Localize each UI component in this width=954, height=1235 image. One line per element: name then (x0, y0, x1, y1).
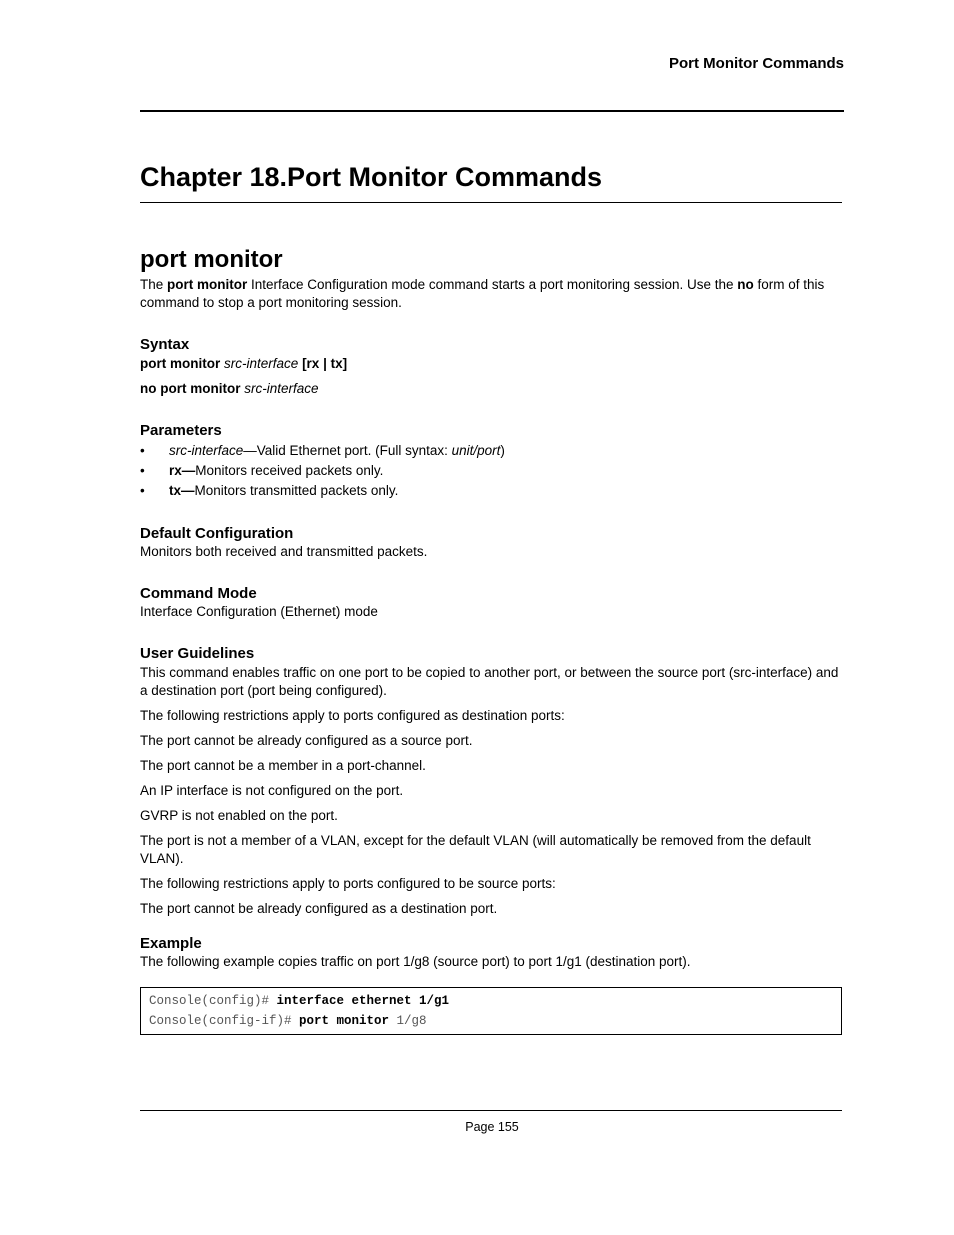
syntax-options: [rx | tx] (302, 356, 348, 371)
running-header: Port Monitor Commands (669, 55, 844, 72)
param-term: tx— (169, 483, 195, 498)
intro-text: form of this command to stop a port monitoring session. (140, 277, 825, 310)
bullet-icon: • (140, 443, 145, 458)
syntax-section (140, 335, 844, 398)
parameters-heading: Parameters (140, 422, 222, 439)
guideline-paragraph: GVRP is not enabled on the port. (140, 808, 338, 823)
code-prompt: Console(config)# (149, 994, 277, 1008)
main-content (140, 244, 844, 1035)
list-item (140, 461, 844, 481)
syntax-command: port monitor (140, 356, 221, 371)
chapter-title: Chapter 18.Port Monitor Commands (140, 162, 603, 192)
command-intro (140, 276, 844, 312)
chapter-rule (140, 202, 842, 203)
syntax-heading: Syntax (140, 336, 190, 353)
header-rule (140, 110, 844, 112)
code-command: port monitor (299, 1014, 390, 1028)
guideline-paragraph: The port cannot be already configured as a destination port. (140, 901, 498, 916)
list-item (140, 441, 844, 461)
example-text: The following example copies traffic on port 1/g8 (source port) to port 1/g1 (destination port). (140, 954, 691, 969)
guideline-paragraph: The port cannot be already configured as a source port. (140, 733, 473, 748)
code-argument: 1/g8 (389, 1014, 427, 1028)
code-line (149, 1011, 841, 1031)
intro-text: The (140, 277, 168, 292)
param-text: Monitors received packets only. (195, 463, 384, 478)
bullet-icon: • (140, 463, 145, 478)
footer-rule (140, 1110, 842, 1111)
param-italic: unit/port (451, 443, 501, 458)
syntax-command: no port monitor (140, 381, 241, 396)
intro-text: Interface Configuration mode command starts a port monitoring session. Use the (247, 277, 738, 292)
syntax-argument: src-interface (224, 356, 299, 371)
command-mode-section (140, 584, 844, 621)
example-section (140, 934, 844, 1035)
parameters-list (140, 441, 844, 501)
page-number: Page 155 (465, 1120, 519, 1134)
command-mode-text: Interface Configuration (Ethernet) mode (140, 604, 378, 619)
default-config-section (140, 524, 844, 561)
intro-bold-no: no (737, 277, 754, 292)
code-prompt: Console(config-if)# (149, 1014, 300, 1028)
code-line (149, 991, 841, 1011)
parameters-section (140, 421, 844, 501)
syntax-line-1 (140, 355, 844, 373)
command-title: port monitor (140, 246, 283, 273)
command-mode-heading: Command Mode (140, 585, 257, 602)
syntax-argument: src-interface (244, 381, 319, 396)
default-config-text: Monitors both received and transmitted packets. (140, 544, 428, 559)
example-heading: Example (140, 935, 202, 952)
guideline-paragraph: The port cannot be a member in a port-channel. (140, 758, 426, 773)
param-text: ) (500, 443, 505, 458)
param-term: rx— (169, 463, 196, 478)
code-example (140, 987, 842, 1035)
bullet-icon: • (140, 483, 145, 498)
code-command: interface ethernet 1/g1 (276, 994, 450, 1008)
guideline-paragraph: The following restrictions apply to ports configured as destination ports: (140, 708, 565, 723)
list-item (140, 481, 844, 501)
param-text: —Valid Ethernet port. (Full syntax: (243, 443, 452, 458)
intro-bold-command: port monitor (167, 277, 248, 292)
param-term: src-interface (169, 443, 244, 458)
guideline-paragraph: The following restrictions apply to ports configured to be source ports: (140, 876, 556, 891)
syntax-line-2 (140, 380, 844, 398)
default-config-heading: Default Configuration (140, 525, 294, 542)
guideline-paragraph: This command enables traffic on one port to be copied to another port, or between the source port (src-interface) and a destination port (port being configured). (140, 665, 839, 698)
user-guidelines-heading: User Guidelines (140, 645, 255, 662)
param-text: Monitors transmitted packets only. (194, 483, 399, 498)
guideline-paragraph: An IP interface is not configured on the port. (140, 783, 404, 798)
user-guidelines-section (140, 644, 844, 918)
guideline-paragraph: The port is not a member of a VLAN, except for the default VLAN (will automatically be removed from the default VLAN). (140, 833, 811, 866)
